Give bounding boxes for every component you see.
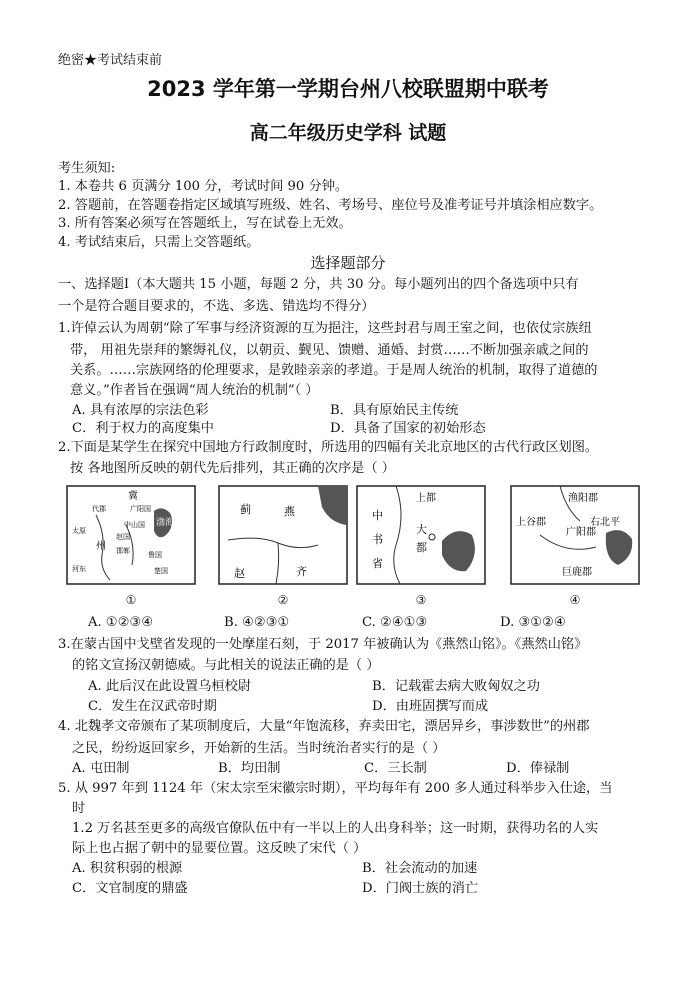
notice-item: 2. 答题前，在答题卷指定区域填写班级、姓名、考场号、座位号及准考证号并填涂相应数字。 <box>58 198 603 213</box>
map-label: 邯郸 <box>116 547 130 555</box>
map-label: 楚国 <box>154 567 168 575</box>
notice-item: 1. 本卷共 6 页满分 100 分，考试时间 90 分钟。 <box>58 179 349 194</box>
question-4-text: 4. 北魏孝文帝颁布了某项制度后，大量“年饱流移，弃卖田宅，漂居异乡，事涉数世”的州郡 <box>58 719 590 734</box>
map-label: 赵国 <box>116 533 130 541</box>
map-label: 巨鹿郡 <box>562 567 592 578</box>
question-4-option-b[interactable]: B．均田制 <box>218 761 281 776</box>
map-1-graphic <box>66 485 196 593</box>
map-label: 大 <box>416 523 427 536</box>
map-3 <box>356 485 486 607</box>
question-1-option-c[interactable]: C．利于权力的高度集中 <box>72 421 214 436</box>
question-4-option-d[interactable]: D．俸禄制 <box>506 761 570 776</box>
notice-item: 4. 考试结束后，只需上交答题纸。 <box>58 235 260 250</box>
map-label: 冀 <box>128 491 138 502</box>
question-5-text: 1.2 万名甚至更多的高级官僚队伍中有一半以上的人出身科举；这一时期，获得功名的人实 <box>72 821 599 836</box>
question-3-option-d[interactable]: D．由班固撰写而成 <box>372 699 489 714</box>
question-4-option-c[interactable]: C．三长制 <box>364 761 427 776</box>
map-set <box>58 485 658 605</box>
question-5-text: 时 <box>72 801 86 816</box>
map-label: 齐 <box>296 565 307 578</box>
question-1-text: 意义。”作者旨在强调“周人统治的机制”（ ） <box>70 383 319 398</box>
question-5-option-b[interactable]: B．社会流动的加速 <box>362 861 478 876</box>
map-2-graphic <box>218 485 348 593</box>
map-1-number: ① <box>125 593 137 607</box>
map-4 <box>510 485 640 607</box>
question-4-text: 之民，纷纷返回家乡，开始新的生活。当时统治者实行的是（ ） <box>72 741 446 756</box>
notice-item: 3. 所有答案必须写在答题纸上，写在试卷上无效。 <box>58 216 352 231</box>
question-5-text: 际上也占据了朝中的显要位置。这反映了宋代（ ） <box>72 841 367 856</box>
map-label: 中 <box>372 509 383 522</box>
section-intro: 一个是符合题目要求的，不选、多选、错选均不得分） <box>58 299 375 314</box>
question-1-option-a[interactable]: A. 具有浓厚的宗法色彩 <box>72 403 209 418</box>
map-label: 上都 <box>416 493 436 504</box>
question-2-option-d[interactable]: D. ③①②④ <box>500 615 566 630</box>
question-1-option-b[interactable]: B．具有原始民主传统 <box>330 403 459 418</box>
question-2-text: 2.下面是某学生在探究中国地方行政制度时，所选用的四幅有关北京地区的古代行政区划图。 <box>58 440 599 455</box>
question-1-text: 1.许倬云认为周朝“除了军事与经济资源的互为挹注，这些封君与周王室之间，也依仗宗族纽 <box>58 321 592 336</box>
secret-mark: 绝密★考试结束前 <box>58 53 163 68</box>
map-label: 渤海 <box>156 518 175 528</box>
notice-heading: 考生须知: <box>58 161 116 176</box>
question-5-text: 5. 从 997 年到 1124 年（宋太宗至宋徽宗时期），平均每年有 200 多人通过科举步入仕途，当 <box>58 781 613 796</box>
map-label: 中山国 <box>124 521 145 529</box>
exam-subtitle: 高二年级历史学科 试题 <box>249 122 447 144</box>
map-label: 渔阳郡 <box>568 493 598 504</box>
map-4-number: ④ <box>569 593 581 607</box>
map-label: 蓟 <box>240 503 251 516</box>
map-1 <box>66 485 196 607</box>
question-3-option-a[interactable]: A. 此后汉在此设置乌桓校尉 <box>88 679 251 694</box>
map-label: 赵 <box>234 567 245 580</box>
question-2-option-a[interactable]: A. ①②③④ <box>88 615 154 630</box>
question-3-option-c[interactable]: C．发生在汉武帝时期 <box>88 699 217 714</box>
question-5-option-d[interactable]: D．门阀士族的消亡 <box>362 881 479 896</box>
question-4-option-a[interactable]: A. 屯田制 <box>72 761 130 776</box>
question-3-option-b[interactable]: B．记载霍去病大败匈奴之功 <box>372 679 540 694</box>
map-label: 广阳国 <box>130 505 151 513</box>
question-1-option-d[interactable]: D．具备了国家的初始形态 <box>330 421 486 436</box>
map-4-graphic <box>510 485 640 593</box>
map-2 <box>218 485 348 607</box>
map-label: 鲁国 <box>148 551 162 559</box>
exam-title: 2023 学年第一学期台州八校联盟期中联考 <box>147 77 549 101</box>
question-2-option-c[interactable]: C. ②④①③ <box>362 615 428 630</box>
map-label: 州 <box>96 541 106 552</box>
map-label: 代郡 <box>92 505 106 513</box>
question-3-text: 3.在蒙古国中戈壁省发现的一处摩崖石刻，于 2017 年被确认为《燕然山铭》。《燕然山铭》 <box>58 637 588 652</box>
map-label: 燕 <box>284 505 295 518</box>
map-label: 广阳郡 <box>566 527 596 538</box>
map-3-number: ③ <box>415 593 427 607</box>
map-label: 太原 <box>72 527 86 535</box>
map-3-graphic <box>356 485 486 593</box>
question-5-option-a[interactable]: A. 积贫积弱的根源 <box>72 861 183 876</box>
map-label: 都 <box>416 541 427 554</box>
map-2-number: ② <box>277 593 289 607</box>
question-2-text: 按 各地图所反映的朝代先后排列，其正确的次序是（ ） <box>70 461 395 476</box>
question-1-text: 关系。……宗族网络的伦理要求，是敦睦亲亲的孝道。于是周人统治的机制，取得了道德的 <box>70 363 598 378</box>
map-label: 书 <box>372 533 383 546</box>
map-label: 省 <box>372 557 383 570</box>
question-5-option-c[interactable]: C．文官制度的鼎盛 <box>72 881 188 896</box>
question-2-option-b[interactable]: B. ④②③① <box>224 615 290 630</box>
question-1-text: 带， 用祖先崇拜的繁缛礼仪，以朝贡、觐见、馈赠、通婚、封赏……不断加强亲戚之间的 <box>70 343 589 358</box>
map-label: 上谷郡 <box>516 517 546 528</box>
section-intro: 一、选择题Ⅰ（本大题共 15 小题，每题 2 分，共 30 分。每小题列出的四个备选项中只有 <box>58 277 579 292</box>
map-label: 右北平 <box>590 517 620 528</box>
question-3-text: 的铭文宣扬汉朝德威。与此相关的说法正确的是（ ） <box>72 658 380 673</box>
map-label: 河东 <box>72 565 86 573</box>
section-title: 选择题部分 <box>310 254 386 272</box>
